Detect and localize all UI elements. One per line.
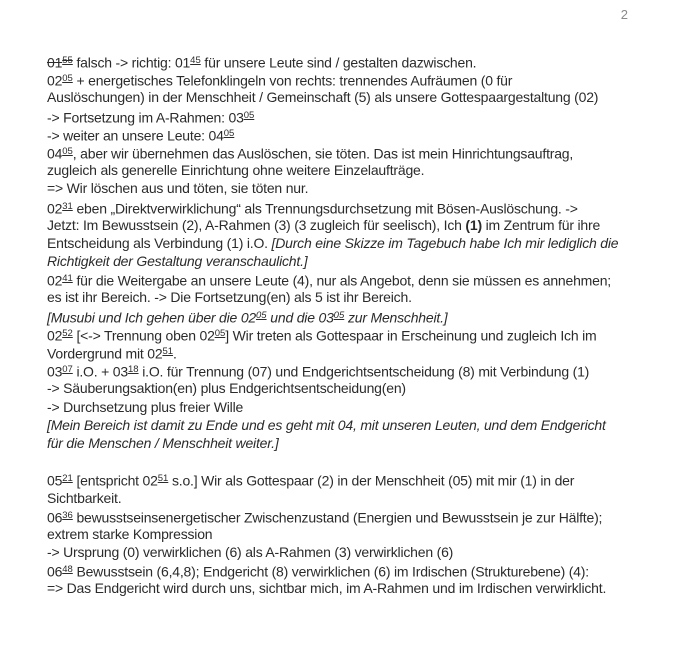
text-run: , aber wir übernehmen das Auslöschen, sie töten. Das ist mein Hinrichtungsauftrag, [72,145,574,162]
text-run: 51 [157,473,169,485]
text-run: 05 [223,127,235,139]
text-line [47,507,657,525]
text-run: 05 [256,309,267,321]
text-line [47,288,657,306]
text-line [47,489,657,507]
text-run: 04 [47,145,63,162]
text-run: (1) [465,216,482,233]
text-line [47,307,657,325]
text-line [47,398,657,416]
text-line [47,579,657,597]
text-line [47,434,657,452]
text-run: => Das Endgericht wird durch uns, sichtbar mich, im A-Rahmen und im Irdischen verwirklicht. [47,580,607,597]
text-run: 45 [190,55,201,66]
text-run: 05 [333,309,345,321]
text-line [47,216,657,234]
text-run: 55 [62,55,73,66]
text-line [47,361,657,379]
text-run: 06 [47,509,63,526]
text-line [47,416,657,434]
text-line [47,270,657,288]
text-line [47,543,657,561]
text-run: 18 [127,364,139,376]
text-run: 51 [162,346,174,357]
text-run: i.O. + 03 [72,363,128,380]
text-line [47,70,657,88]
text-run: Jetzt: Im Bewusstsein (2), A-Rahmen (3) (3 zugleich für seelisch), Ich [47,216,466,233]
text-run: 02 [47,72,63,89]
text-run: . [173,345,177,362]
text-line [47,179,657,197]
text-line [47,107,657,125]
text-line [47,252,657,270]
text-run: 05 [62,145,73,157]
text-run: i.O. für Trennung (07) und Endgerichtsentscheidung (8) mit Verbindung (1) [138,363,590,380]
text-run: + energetisches Telefonklingeln von rechts: trennendes Aufräumen (0 für [72,72,513,89]
text-run: 21 [62,473,73,485]
text-run: 02 [47,327,63,344]
text-line [47,161,657,179]
text-run: => Wir löschen aus und töten, sie töten nur. [47,180,309,197]
text-run: 52 [62,327,73,339]
text-run: für die Menschen / Menschheit weiter.] [47,434,279,451]
text-line [47,234,657,252]
text-run: und die 03 [266,309,334,326]
text-run: 05 [62,73,73,85]
text-line [47,125,657,143]
text-run: Entscheidung als Verbindung (1) i.O. [47,234,272,251]
text-run: Auslöschungen) in der Menschheit / Gemeinschaft (5) als unsere Gottespaargestaltung (02) [47,89,599,106]
text-run: 01 [47,54,63,71]
text-run: [Mein Bereich ist damit zu Ende und es geht mit 04, mit unseren Leuten, und dem Endgericht [47,416,606,433]
text-line [47,379,657,397]
text-run: -> weiter an unsere Leute: 04 [47,127,224,144]
text-run: für unsere Leute sind / gestalten dazwischen. [200,54,477,71]
text-run: 31 [62,200,73,212]
text-run: [entspricht 02 [72,472,158,489]
text-run: [Durch eine Skizze im Tagebuch habe Ich mir lediglich die [271,234,619,251]
text-run: im Zentrum für ihre [481,216,601,233]
text-line [47,452,657,470]
text-run: eben „Direktverwirklichung“ als Trennungsdurchsetzung mit Bösen-Auslöschung. -> [72,200,578,216]
text-run: Bewusstsein (6,4,8); Endgericht (8) verwirklichen (6) im Irdischen (Strukturebene) (4): [72,563,589,580]
text-run: extrem starke Kompression [47,525,213,542]
text-run: [Musubi und Ich gehen über die 02 [47,309,256,326]
text-run: falsch -> richtig: 01 [72,54,191,71]
text-line [47,52,657,70]
text-line [47,470,657,488]
text-line [47,198,657,216]
text-run: für die Weitergabe an unsere Leute (4), nur als Angebot, denn sie müssen es annehmen; [72,272,611,289]
text-run: -> Fortsetzung im A-Rahmen: 03 [47,109,244,126]
text-run: zur Menschheit.] [344,309,448,326]
text-run: 03 [47,363,63,380]
text-run: Sichtbarkeit. [47,489,122,506]
text-line [47,143,657,161]
text-line [47,343,657,361]
text-line [47,325,657,343]
text-run: 06 [47,563,63,580]
text-line [47,525,657,543]
text-run: es ist ihr Bereich. -> Die Fortsetzung(en) als 5 ist ihr Bereich. [47,289,412,306]
text-run: -> Ursprung (0) verwirklichen (6) als A-Rahmen (3) verwirklichen (6) [47,544,454,561]
text-run: -> Säuberungsaktion(en) plus Endgerichtsentscheidung(en) [47,380,406,397]
page-number: 2 [620,7,628,22]
text-run: s.o.] Wir als Gottespaar (2) in der Menschheit (05) mit mir (1) in der [168,472,575,489]
text-run: 02 [47,272,63,289]
text-run: [<-> Trennung oben 02 [72,327,215,344]
text-run: 05 [243,109,255,121]
text-run: 05 [214,327,226,339]
text-run: Vordergrund mit 02 [47,345,163,362]
text-run: bewusstseinsenergetischer Zwischenzustand (Energien und Bewusstsein je zur Hälfte); [72,509,603,526]
text-run: ] Wir treten als Gottespaar in Erscheinung und zugleich Ich im [225,327,597,344]
text-line [47,561,657,579]
document-page [47,52,657,598]
text-run: 02 [47,200,63,216]
text-run: -> Durchsetzung plus freier Wille [47,398,244,415]
text-run: 36 [62,509,73,521]
text-line [47,88,657,106]
text-run: 07 [62,364,73,376]
text-run: zugleich als generelle Einrichtung ohne weitere Einzelaufträge. [47,162,425,179]
text-run: 41 [62,273,73,285]
text-run: 48 [62,564,73,576]
text-run: 05 [47,472,63,489]
text-run: Richtigkeit der Gestaltung veranschaulicht.] [47,253,308,270]
